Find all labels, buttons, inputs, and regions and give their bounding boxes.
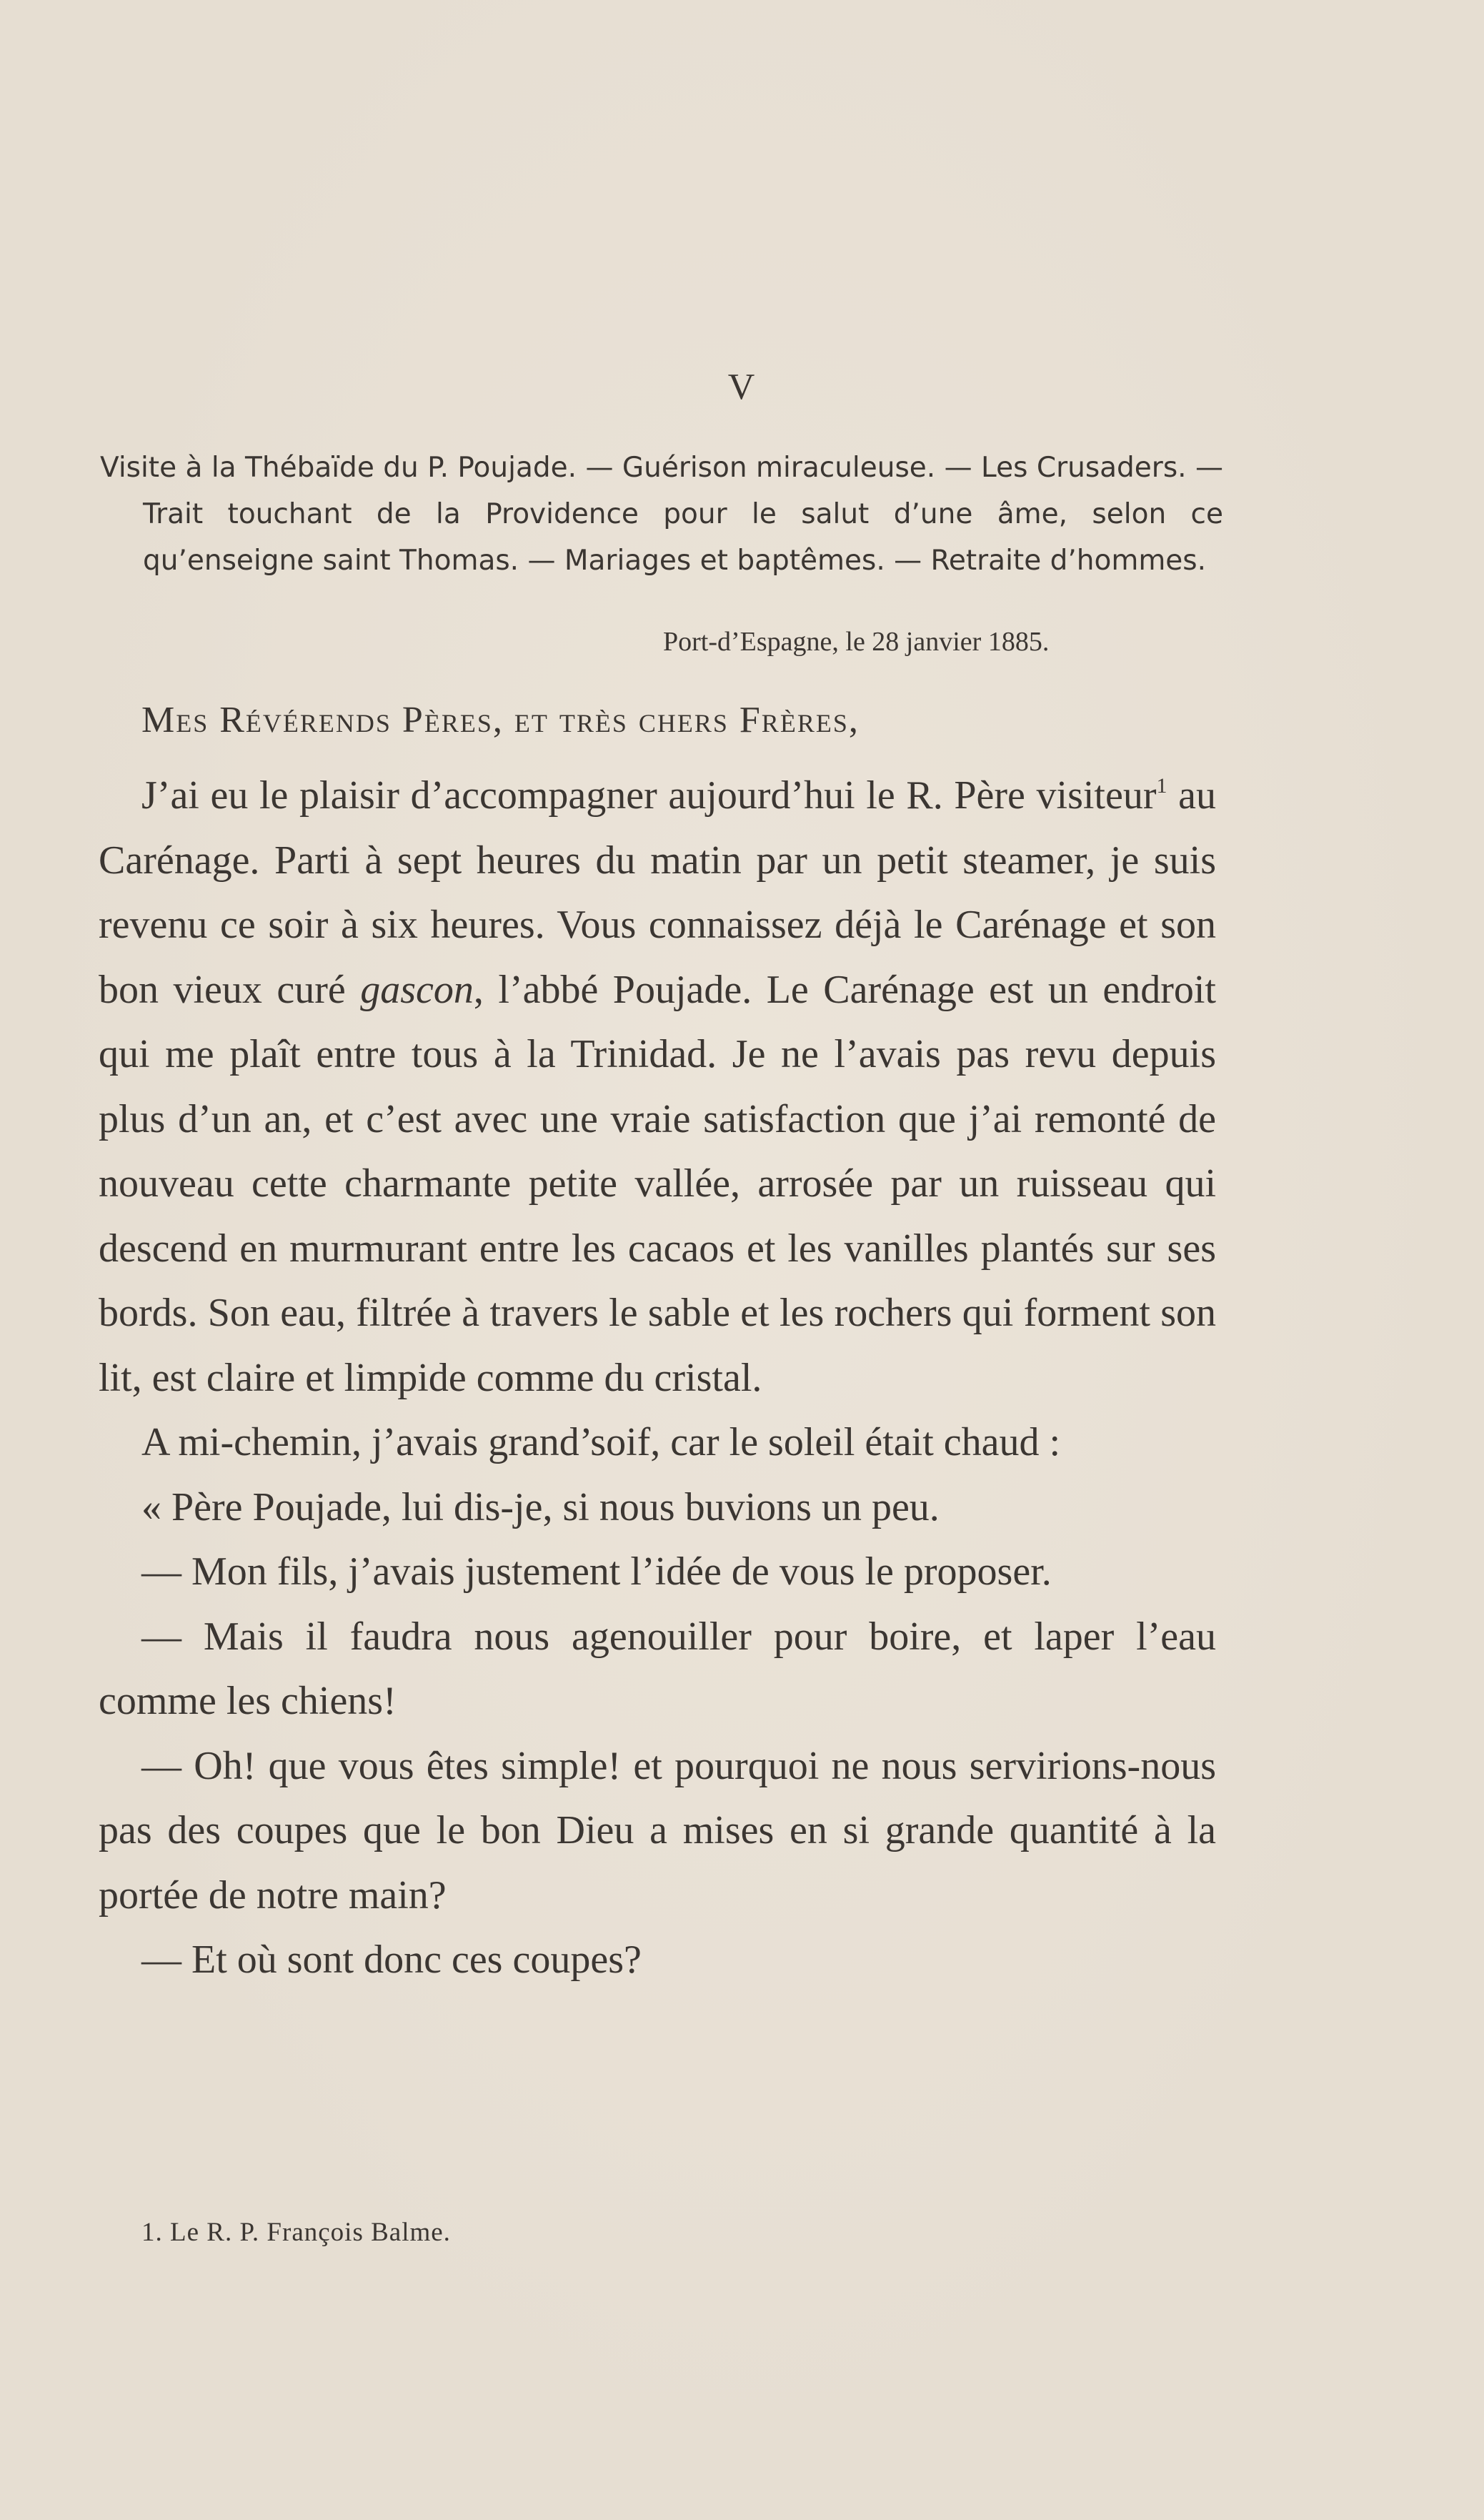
body-paragraph: — Mon fils, j’avais justement l’idée de vous le proposer. <box>141 1549 1052 1594</box>
dateline: Port-d’Espagne, le 28 janvier 1885. <box>663 627 1050 657</box>
paragraph-text: au Carénage. Parti à sept heures du matin par un petit steamer, je suis revenu ce soir à six heures. Vous connaissez déjà le Carénage et son bon vieux curé <box>99 773 1216 1012</box>
paragraph-text: J’ai eu le plaisir d’accompagner aujourd’hui le R. Père visiteur <box>141 773 1157 818</box>
chapter-summary-text: Visite à la Thébaïde du P. Poujade. — Guérison miraculeuse. — Les Crusaders. — Trait touchant de la Providence pour le salut d’une âme, selon ce qu’enseigne saint Thomas. — Mariages et baptêmes. — Retraite d’hommes. <box>100 452 1223 577</box>
footnote: 1. Le R. P. François Balme. <box>141 2218 451 2247</box>
chapter-number: V <box>727 367 757 407</box>
body-paragraph: — Et où sont donc ces coupes? <box>141 1938 642 1982</box>
italic-word: gascon <box>360 967 474 1012</box>
body-paragraph <box>99 763 1216 1410</box>
chapter-summary <box>100 445 1223 584</box>
letter-body <box>99 763 1216 1993</box>
body-paragraph: « Père Poujade, lui dis-je, si nous buvions un peu. <box>141 1484 940 1529</box>
salutation: Mes Révérends Pères, et très chers Frères, <box>141 700 860 740</box>
paragraph-text: , l’abbé Poujade. Le Carénage est un endroit qui me plaît entre tous à la Trinidad. Je ne l’avais pas revu depuis plus d’un an, et c’est avec une vraie satisfaction que j’ai remonté de nouveau cette charmante petite vallée, arrosée par un ruisseau qui descend en murmurant entre les cacaos et les vanilles plantés sur ses bords. Son eau, filtrée à travers le sable et les rochers qui forment son lit, est claire et limpide comme du cristal. <box>99 967 1216 1400</box>
body-paragraph: — Mais il faudra nous agenouiller pour boire, et laper l’eau comme les chiens! <box>99 1614 1216 1723</box>
body-paragraph: — Oh! que vous êtes simple! et pourquoi ne nous servirions-nous pas des coupes que le bon Dieu a mises en si grande quantité à la portée de notre main? <box>99 1743 1216 1918</box>
footnote-reference: 1 <box>1156 774 1167 798</box>
body-paragraph: A mi-chemin, j’avais grand’soif, car le soleil était chaud : <box>141 1420 1061 1464</box>
